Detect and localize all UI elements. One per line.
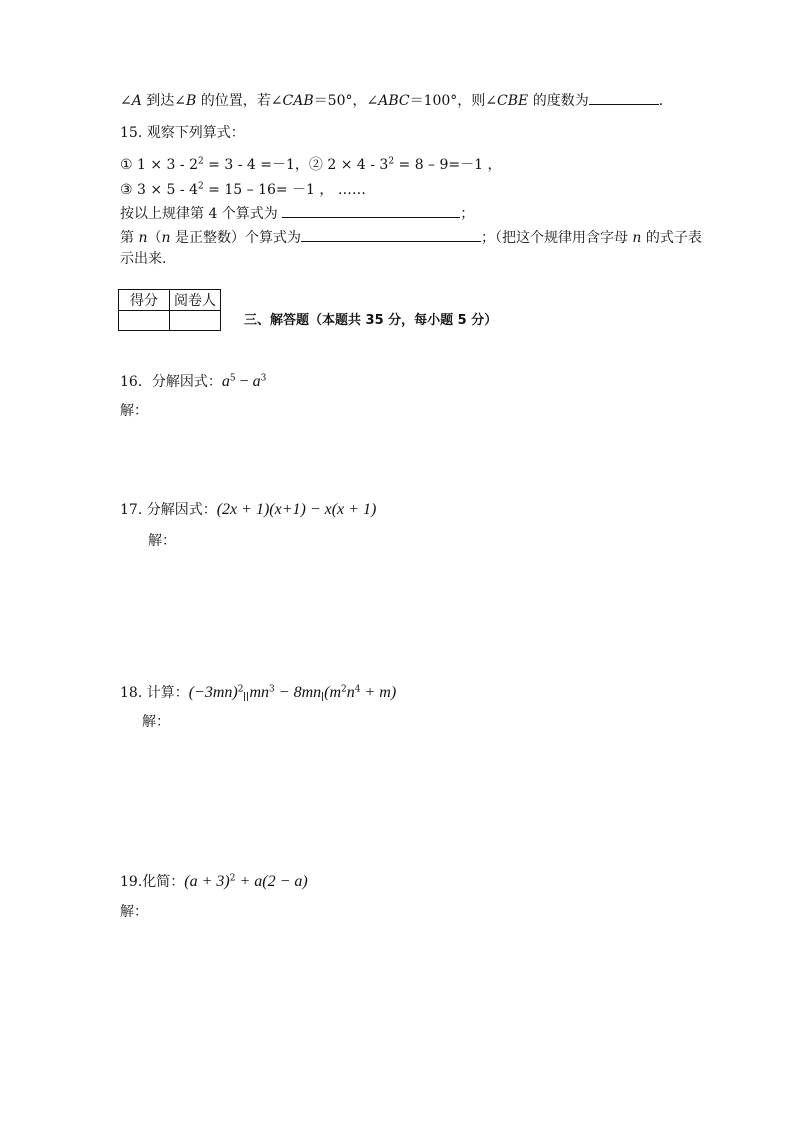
expression: (a + 3): [184, 873, 230, 890]
var-n: n: [632, 230, 642, 246]
q15-line4: [120, 227, 702, 248]
var-a: a: [221, 373, 230, 390]
text: 到达∠: [141, 93, 187, 109]
text: ＝50°，∠: [313, 93, 379, 109]
q15-line5: 示出来.: [120, 251, 167, 267]
text: ＝100°，则∠: [409, 93, 498, 109]
q19-question: [120, 872, 308, 892]
text: ③ 3 × 5 - 4: [120, 182, 198, 198]
exponent: 3: [260, 373, 267, 384]
q17-question: [120, 500, 376, 520]
section-title: 三、解答题（本题共 35 分，每小题 5 分）: [244, 313, 498, 328]
tick-mark: [322, 692, 323, 701]
expression: mn: [249, 684, 270, 701]
var-CAB: CAB: [282, 93, 314, 109]
exponent: 2: [237, 684, 244, 695]
text: = 3 - 4 =－1，② 2 × 4 - 3: [203, 157, 389, 173]
answer-blank-15a[interactable]: [282, 203, 460, 218]
text: 的位置，若∠: [196, 93, 283, 109]
q14-continuation: [120, 90, 663, 111]
text: 按以上规律第 4 个算式为: [120, 206, 283, 222]
text: .: [658, 93, 664, 109]
text: 第: [120, 230, 139, 246]
score-table: [118, 289, 221, 331]
var-A: A: [131, 93, 142, 109]
text: = 8 – 9=－1 ，: [394, 157, 502, 173]
question-label: 19.化简：: [120, 874, 185, 890]
q16-question: [120, 372, 266, 392]
exponent: 4: [354, 684, 361, 695]
question-label: 16．分解因式：: [120, 374, 222, 390]
var-a: a: [252, 373, 261, 390]
score-cell[interactable]: [119, 311, 170, 331]
operator: −: [235, 373, 253, 390]
q15-line3: [120, 203, 474, 224]
text: （: [147, 230, 162, 246]
q16-solution-label: 解：: [120, 403, 148, 419]
answer-blank-14[interactable]: [589, 90, 659, 105]
text: 是正整数）个算式为: [170, 230, 301, 246]
var-ABC: ABC: [378, 93, 410, 109]
tick-mark: [244, 692, 245, 701]
expression: n: [346, 684, 355, 701]
question-label: 18. 计算：: [120, 685, 189, 701]
text: = 15 – 16= －1 ， ……: [203, 182, 366, 198]
q15-row2: [120, 180, 366, 200]
grader-header: 阅卷人: [170, 290, 221, 311]
var-n: n: [161, 230, 171, 246]
text: ∠: [120, 93, 132, 109]
exponent: 2: [197, 156, 204, 167]
var-B: B: [186, 93, 197, 109]
answer-blank-15b[interactable]: [301, 227, 481, 242]
question-label: 17. 分解因式：: [120, 502, 217, 518]
expression: (m: [324, 684, 342, 701]
expression: (−3mn): [188, 684, 238, 701]
q18-solution-label: 解：: [142, 714, 170, 730]
text: 的度数为: [528, 93, 589, 109]
exponent: 5: [229, 373, 236, 384]
expression: + a(2 − a): [235, 873, 308, 890]
var-CBE: CBE: [497, 93, 529, 109]
q18-question: [120, 683, 396, 703]
exponent: 2: [341, 684, 347, 695]
score-header: 得分: [119, 290, 170, 311]
text: ；（把这个规律用含字母: [480, 230, 633, 246]
expression: + m): [360, 684, 397, 701]
grader-cell[interactable]: [170, 311, 221, 331]
expression: − 8mn: [274, 684, 322, 701]
exponent: 2: [197, 181, 204, 192]
text: ；: [460, 206, 475, 222]
q15-row1: [120, 155, 502, 175]
expression: (2x + 1)(x+1) − x(x + 1): [216, 501, 377, 518]
text: ① 1 × 3 - 2: [120, 157, 198, 173]
exponent: 2: [229, 873, 236, 884]
q17-solution-label: 解：: [148, 533, 176, 549]
exponent: 3: [269, 684, 275, 695]
text: 的式子表: [641, 230, 702, 246]
q15-title: 15. 观察下列算式：: [120, 125, 245, 141]
exponent: 2: [388, 156, 395, 167]
var-n: n: [138, 230, 148, 246]
q19-solution-label: 解：: [120, 904, 148, 920]
